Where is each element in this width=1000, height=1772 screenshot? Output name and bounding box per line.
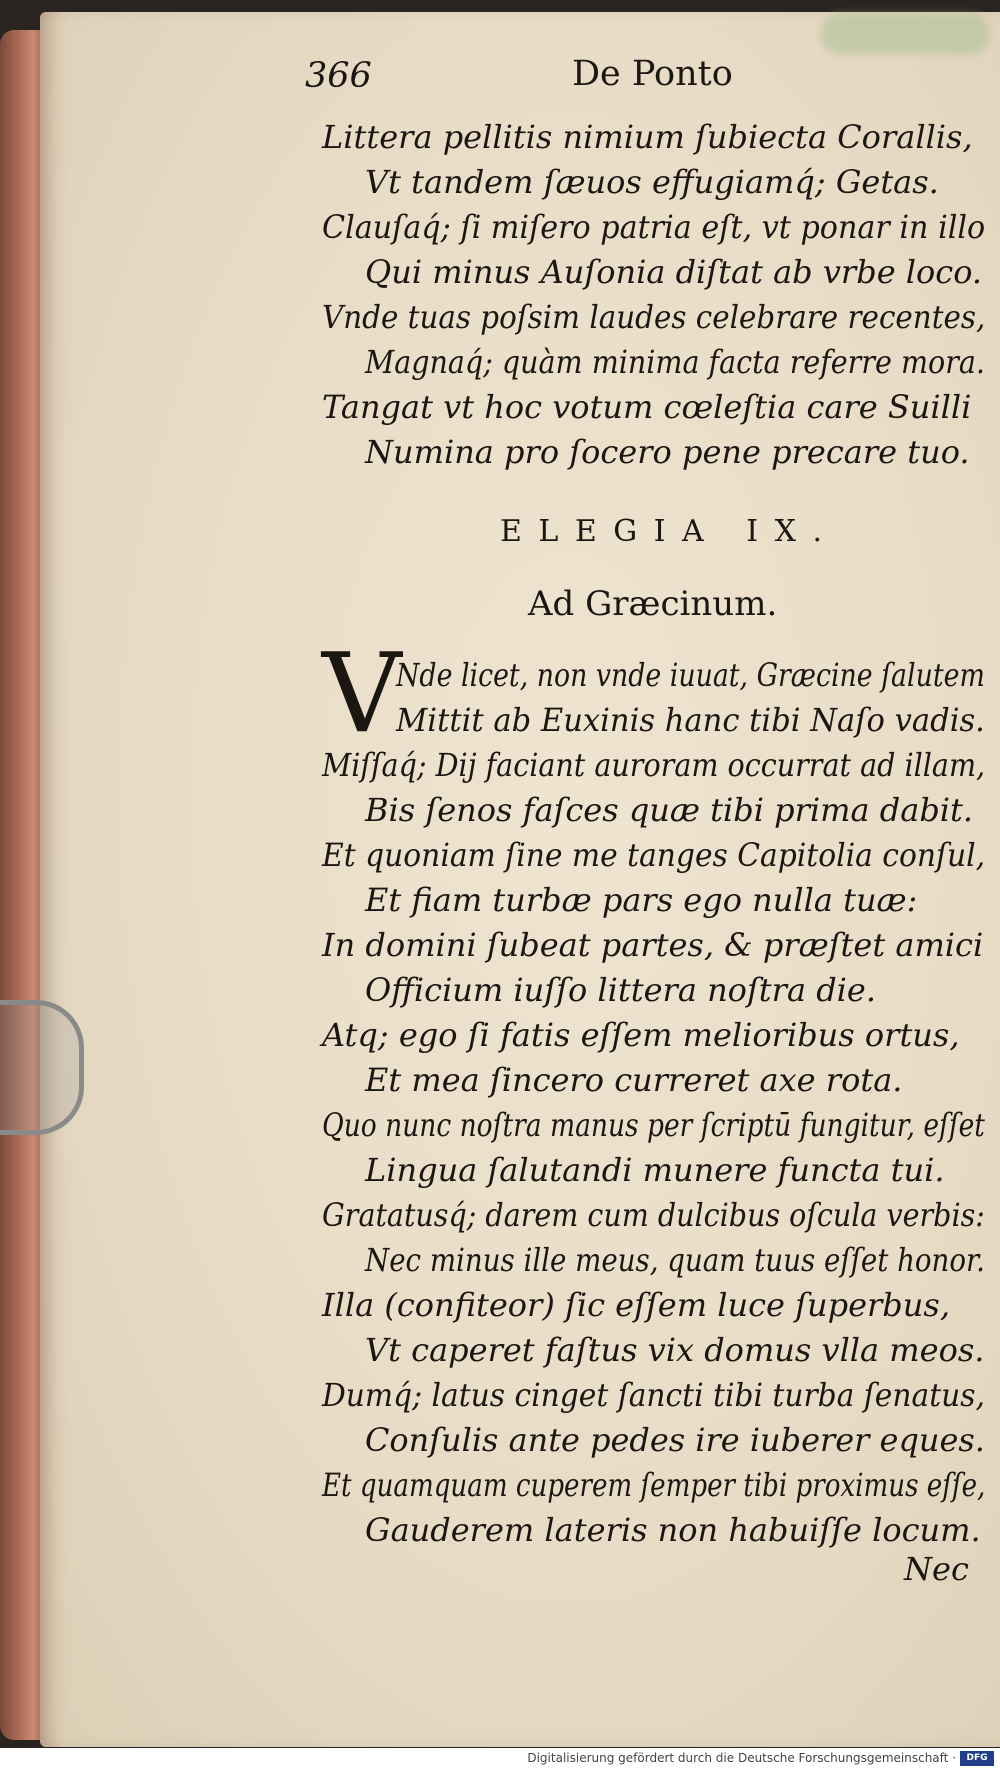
verse-line: Gratatusq́; darem cum dulcibus oſcula verbis: (322, 1196, 985, 1234)
verse-line: Lingua ſalutandi munere functa tui. (365, 1151, 945, 1189)
verse-line: Et quoniam ſine me tanges Capitolia conſul, (322, 836, 986, 874)
verse-line: Vt caperet faſtus vix domus vlla meos. (365, 1331, 985, 1369)
verse-line: Numina pro ſocero pene precare tuo. (365, 433, 970, 471)
page-number: 366 (305, 56, 372, 96)
running-head: De Ponto (572, 54, 733, 94)
verse-line: Vnde tuas poſsim laudes celebrare recentes, (322, 298, 986, 336)
verse-line: Conſulis ante pedes ire iuberer eques. (365, 1421, 985, 1459)
verse-line: Bis ſenos faſces quæ tibi prima dabit. (365, 791, 974, 829)
verse-line: Et mea ſincero curreret axe rota. (365, 1061, 903, 1099)
drop-cap: V (322, 629, 402, 757)
elegy-addressee: Ad Græcinum. (528, 584, 778, 624)
verse-line: Miſſaq́; Dij faciant auroram occurrat ad illam, (322, 746, 986, 784)
verse-line: Illa (confiteor) ſic eſſem luce ſuperbus, (322, 1286, 950, 1324)
verse-line: In domini ſubeat partes, & præſtet amici (322, 926, 984, 964)
verse-line: Et fiam turbæ pars ego nulla tuæ: (365, 881, 918, 919)
verse-line: Littera pellitis nimium ſubiecta Corallis, (322, 118, 973, 156)
verse-line: Vt tandem ſæuos effugiamq́; Getas. (365, 163, 939, 201)
verse-line: Mittit ab Euxinis hanc tibi Naſo vadis. (396, 701, 985, 739)
verse-line: Nde licet, non vnde iuuat, Græcine ſalutem (396, 656, 985, 694)
catchword: Nec (904, 1550, 969, 1588)
verse-line: Tangat vt hoc votum cœleſtia care Suilli (322, 388, 972, 426)
verse-line: Quo nunc noſtra manus per ſcriptū fungitur, eſſet (322, 1106, 985, 1144)
digitization-credit: Digitalisierung gefördert durch die Deutsche Forschungsgemeinschaft · (527, 1751, 956, 1765)
paper-stain (820, 14, 990, 54)
elegy-title: ELEGIA IX. (500, 514, 839, 549)
dfg-logo-icon: DFG (960, 1751, 994, 1766)
page-clip (0, 1000, 84, 1135)
verse-line: Dumq́; latus cinget ſancti tibi turba ſenatus, (322, 1376, 985, 1414)
verse-line: Officium iuſſo littera noſtra die. (365, 971, 877, 1009)
verse-line: Clauſaq́; ſi miſero patria eſt, vt ponar in illo (322, 208, 986, 246)
verse-line: Gauderem lateris non habuiſſe locum. (365, 1511, 981, 1549)
footer-bar (0, 1748, 1000, 1772)
verse-line: Atq; ego ſi fatis eſſem melioribus ortus, (322, 1016, 960, 1054)
verse-line: Qui minus Auſonia diſtat ab vrbe loco. (365, 253, 983, 291)
verse-line: Et quamquam cuperem ſemper tibi proximus eſſe, (322, 1466, 986, 1504)
verse-line: Magnaq́; quàm minima facta referre mora. (365, 343, 985, 381)
verse-line: Nec minus ille meus, quam tuus eſſet honor. (365, 1241, 985, 1279)
